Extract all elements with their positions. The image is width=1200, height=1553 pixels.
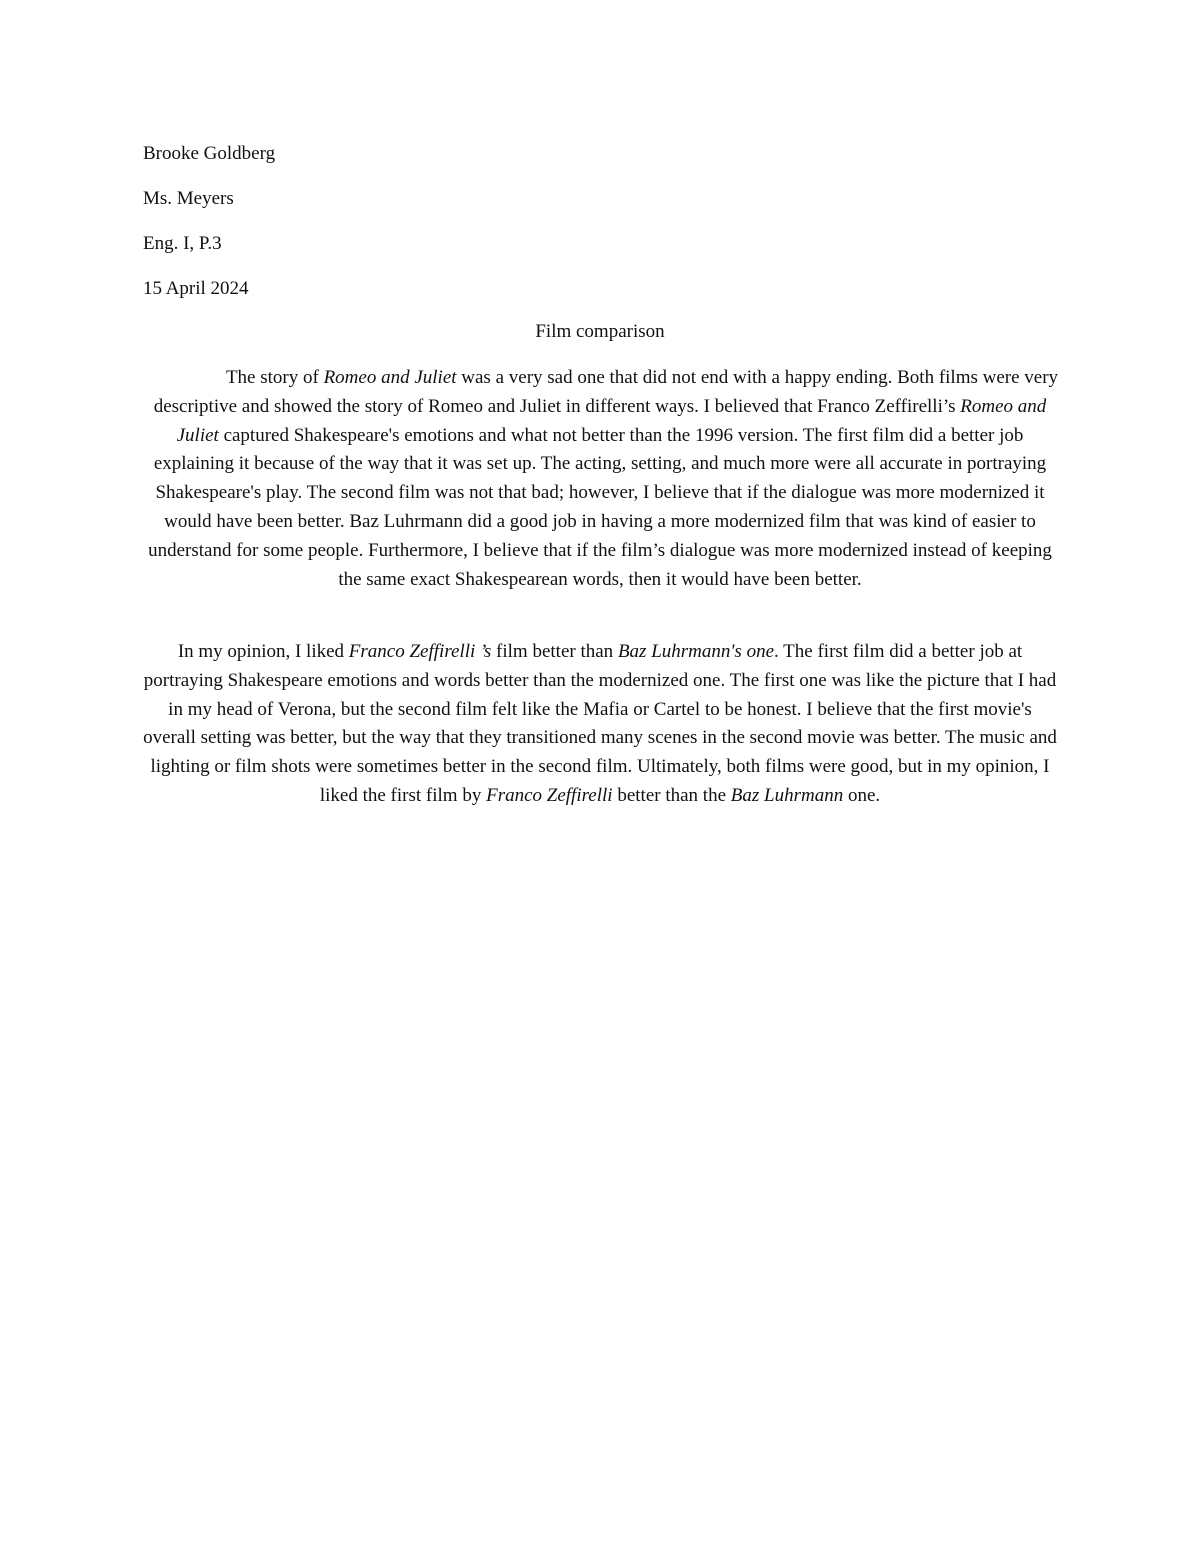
essay-title: Film comparison [535,321,665,342]
p1-film-title-2: Romeo and Juliet [176,395,1047,446]
p2-director-3: Franco Zeffirelli [486,784,613,806]
essay-date: 15 April 2024 [143,278,249,299]
p1-text-2: was a very sad one that did not end with a happy ending. Both films were very descriptive and showed the story of Romeo and Juliet in different ways. I believed that Franco Zeffirelli’s [153,367,1059,417]
p2-text-4: better than the [612,784,731,806]
p2-text-5: one. [843,784,881,806]
p1-text-3: captured Shakespeare's emotions and what not better than the 1996 version. The first film did a better job explaining it because of the way that it was set up. The acting, setting, and much more were all accurate in portraying Shakespeare's play. The second film was not that bad; however, I believe that if the dialogue was more modernized it would have been better. Baz Luhrmann did a good job in having a more modernized film that was kind of easier to understand for some people. Furthermore, I believe that if the film’s dialogue was more modernized instead of keeping the same exact Shakespearean words, then it would have been better. [148,424,1052,590]
p2-director-2: Baz Luhrmann's one [617,641,775,662]
p2-text-2: film better than [491,641,618,662]
p1-text-1: The story of [225,367,324,388]
p1-film-title-1: Romeo and Juliet [323,367,457,388]
class-period: Eng. I, P.3 [143,233,222,254]
p2-text-1: In my opinion, I liked [177,641,349,662]
teacher-name: Ms. Meyers [143,188,234,209]
p2-director-4: Baz Luhrmann [730,784,844,806]
student-name: Brooke Goldberg [143,143,276,164]
p2-director-1: Franco Zeffirelli ’s [348,641,492,662]
p2-text-3: . The first film did a better job at portraying Shakespeare emotions and words better than the modernized one. The first one was like the picture that I had in my head of Verona, but the second film felt like the Mafia or Cartel to be honest. I believe that the first movie's overall setting was better, but the way that they transitioned many scenes in the second movie was better. The music and lighting or film shots were sometimes better in the second film. Ultimately, both films were good, but in my opinion, I liked the first film by [143,641,1057,806]
body-paragraph-1 [140,364,1060,594]
body-paragraph-2 [140,638,1060,811]
